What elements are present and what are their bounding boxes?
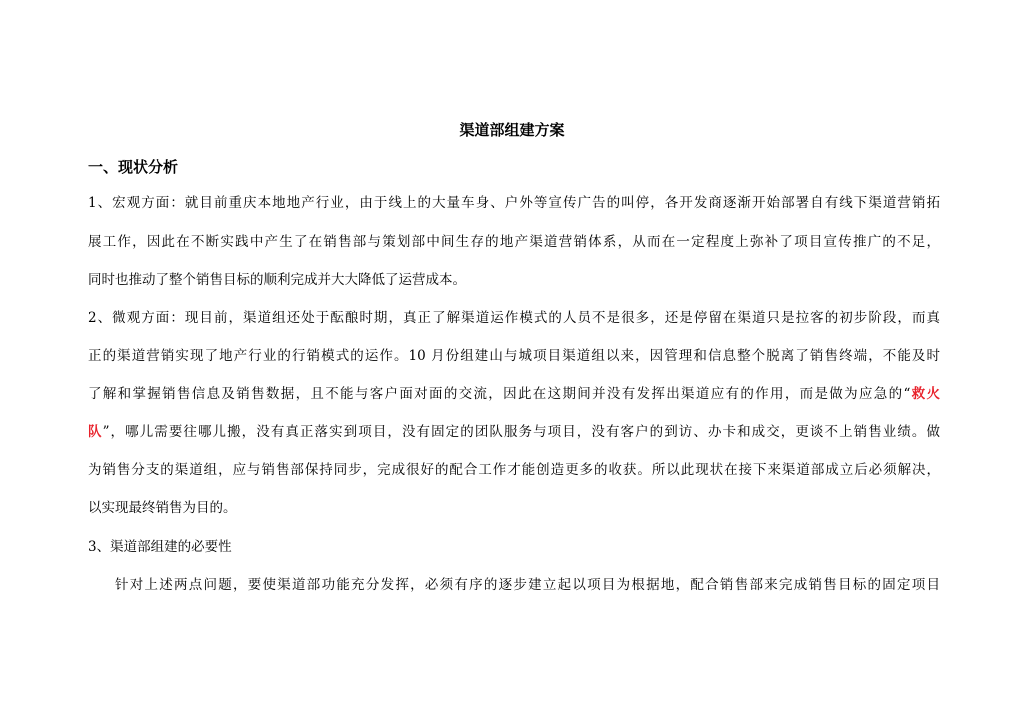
paragraph-micro-line-1: 2、微观方面：现目前，渠道组还处于酝酿时期，真正了解渠道运作模式的人员不是很多，还是停留在渠道只是拉客的初步阶段，而真 (88, 310, 940, 326)
subheading-necessity: 3、渠道部组建的必要性 (88, 539, 232, 555)
paragraph-necessity-line-1: 针对上述两点问题，要使渠道部功能充分发挥，必须有序的逐步建立起以项目为根据地，配合销售部来完成销售目标的固定项目 (115, 577, 940, 593)
paragraph-micro-line-4 (88, 422, 940, 442)
paragraph-macro-line-1: 1、宏观方面：就目前重庆本地地产行业，由于线上的大量车身、户外等宣传广告的叫停，各开发商逐渐开始部署自有线下渠道营销拓 (88, 195, 940, 211)
document-title: 渠道部组建方案 (459, 121, 565, 139)
paragraph-micro-line-6: 以实现最终销售为目的。 (88, 500, 237, 516)
paragraph-micro-line-4-text: ”，哪儿需要往哪儿搬，没有真正落实到项目，没有固定的团队服务与项目，没有客户的到访、办卡和成交，更谈不上销售业绩。做 (102, 424, 940, 440)
paragraph-macro-line-2: 展工作，因此在不断实践中产生了在销售部与策划部中间生存的地产渠道营销体系，从而在一定程度上弥补了项目宣传推广的不足， (88, 234, 940, 250)
highlight-text-team: 队 (88, 424, 103, 440)
paragraph-micro-line-3 (88, 384, 940, 404)
paragraph-micro-line-5: 为销售分支的渠道组，应与销售部保持同步，完成很好的配合工作才能创造更多的收获。所以此现状在接下来渠道部成立后必须解决， (88, 462, 940, 478)
highlight-text-fire-brigade: 救火 (910, 386, 940, 402)
paragraph-micro-line-2: 正的渠道营销实现了地产行业的行销模式的运作。10 月份组建山与城项目渠道组以来，因管理和信息整个脱离了销售终端，不能及时 (88, 348, 940, 364)
section-heading-status-analysis: 一、现状分析 (88, 158, 179, 176)
paragraph-micro-line-3-text: 了解和掌握销售信息及销售数据，且不能与客户面对面的交流，因此在这期间并没有发挥出渠道应有的作用，而是做为应急的“ (88, 386, 911, 402)
paragraph-macro-line-3: 同时也推动了整个销售目标的顺利完成并大大降低了运营成本。 (88, 272, 466, 288)
